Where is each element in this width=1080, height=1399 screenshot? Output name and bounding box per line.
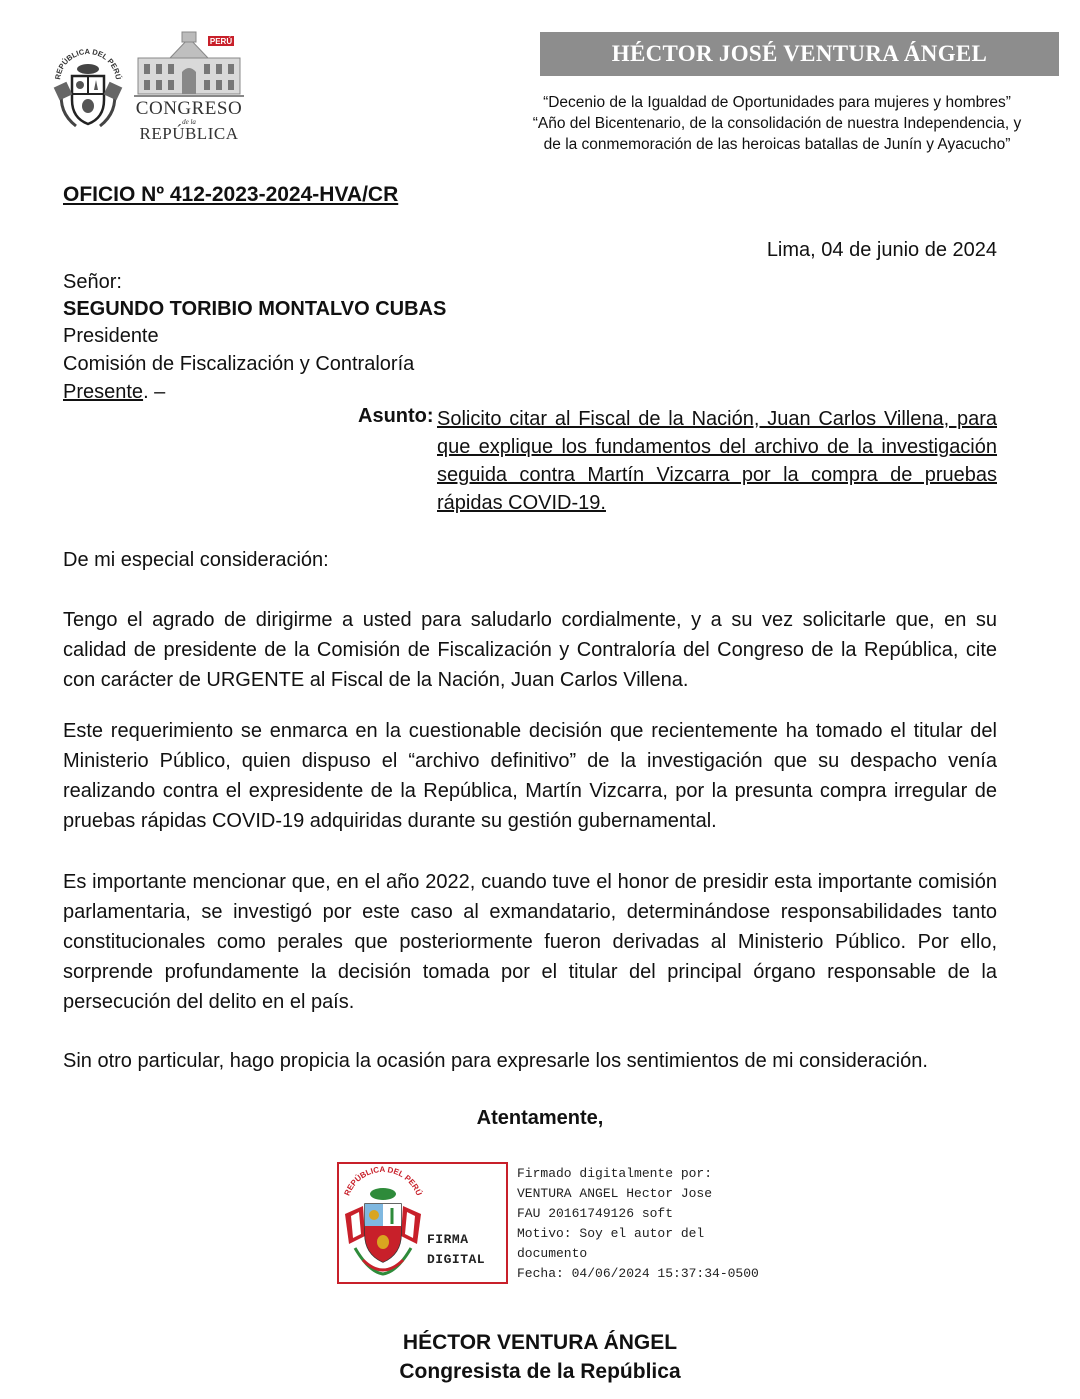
signature-info-line: Firmado digitalmente por: — [517, 1166, 713, 1181]
presente-suffix: . – — [143, 381, 166, 403]
signature-info-line: VENTURA ANGEL Hector Jose — [517, 1186, 713, 1201]
paragraph-1: Tengo el agrado de dirigirme a usted para saludarlo cordialmente, y a su vez solicitarle que, en su calidad de presidente de la Comisión de Fiscalización y Contraloría del Congreso de la República, cite con carácter de URGENTE al Fiscal de la Nación, Juan Carlos Villena. — [63, 609, 997, 691]
digital-signature-info — [517, 1164, 777, 1284]
recipient-commission: Comisión de Fiscalización y Contraloría — [63, 353, 415, 375]
stamp-label-firma: FIRMA — [427, 1232, 469, 1247]
signature-info-line: FAU 20161749126 soft — [517, 1206, 674, 1221]
asunto-label: Asunto: — [358, 405, 434, 427]
firma-digital-stamp — [337, 1162, 508, 1284]
decenio-line: “Decenio de la Igualdad de Oportunidades para mujeres y hombres” — [543, 94, 1011, 111]
letter-closing: Atentamente, — [476, 1107, 604, 1129]
paragraph-4: Sin otro particular, hago propicia la ocasión para expresarle los sentimientos de mi consideración. — [63, 1050, 928, 1072]
recipient-name: SEGUNDO TORIBIO MONTALVO CUBAS — [63, 298, 447, 320]
presente-word: Presente — [63, 381, 144, 403]
recipient-position: Presidente — [63, 325, 159, 347]
letter-date: Lima, 04 de junio de 2024 — [766, 239, 997, 261]
svg-text:REPÚBLICA DEL PERÚ: REPÚBLICA DEL PERÚ — [342, 1164, 424, 1198]
signer-name: HÉCTOR VENTURA ÁNGEL — [402, 1331, 678, 1354]
coat-of-arms-icon — [52, 42, 124, 132]
asunto-text: Solicito citar al Fiscal de la Nación, Juan Carlos Villena, para que explique los fundamentos del archivo de la investigación seguida contra Martín Vizcarra por la compra de pruebas rápidas COVID-19. — [437, 408, 997, 514]
signer-title: Congresista de la República — [399, 1360, 681, 1383]
decenio-line: de la conmemoración de las heroicas batallas de Junín y Ayacucho” — [543, 136, 1011, 153]
signature-info-line: Fecha: 04/06/2024 15:37:34-0500 — [517, 1266, 759, 1281]
congressman-name-bar: HÉCTOR JOSÉ VENTURA ÁNGEL — [540, 32, 1059, 76]
congreso-logo-line3: REPÚBLICA — [139, 124, 239, 143]
stamp-label-digital: DIGITAL — [427, 1252, 486, 1267]
decenio-header — [480, 92, 1074, 155]
signature-info-line: documento — [517, 1246, 588, 1261]
svg-text:PERÚ: PERÚ — [209, 37, 233, 46]
peru-coat-of-arms-logo — [52, 42, 124, 132]
congreso-logo — [130, 30, 248, 146]
paragraph-2: Este requerimiento se enmarca en la cuestionable decisión que recientemente ha tomado el titular del Ministerio Público, quien dispuso el “archivo definitivo” de la investigación que su despacho venía realizando contra el expresidente de la República, Martín Vizcarra, por la presunta compra irregular de pruebas rápidas COVID-19 adquiridas durante su gestión gubernamental. — [63, 720, 997, 832]
signature-info-line: Motivo: Soy el autor del — [517, 1226, 705, 1241]
recipient-presente — [63, 378, 165, 406]
congreso-logo-line2: de la — [182, 118, 196, 126]
recipient-salutation: Señor: — [63, 271, 122, 293]
congress-building-icon — [130, 30, 248, 98]
paragraph-3: Es importante mencionar que, en el año 2022, cuando tuve el honor de presidir esta importante comisión parlamentaria, se investigó por este caso al exmandatario, determinándose responsabilidades tanto constitucionales como perales que posteriormente fueron derivadas al Ministerio Público. Por ello, sorprende profundamente la decisión tomada por el titular del principal órgano responsable de la persecución del delito en el país. — [63, 871, 997, 1013]
decenio-line: “Año del Bicentenario, de la consolidación de nuestra Independencia, y — [532, 115, 1022, 132]
svg-text:REPÚBLICA DEL PERÚ: REPÚBLICA DEL PERÚ — [53, 46, 123, 81]
letter-greeting: De mi especial consideración: — [63, 549, 329, 571]
oficio-number: OFICIO Nº 412-2023-2024-HVA/CR — [63, 183, 399, 206]
congreso-logo-line1: CONGRESO — [135, 98, 243, 119]
peru-emblem-icon — [341, 1164, 425, 1282]
